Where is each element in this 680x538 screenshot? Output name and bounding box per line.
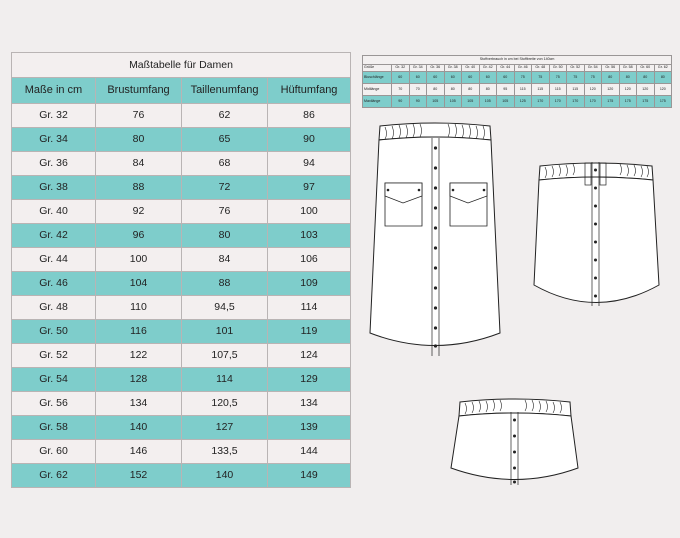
size-label: Gr. 44 <box>12 248 96 272</box>
fabric-size-header: Gr. 60 <box>637 65 655 72</box>
size-label: Gr. 56 <box>12 392 96 416</box>
size-row <box>12 200 351 224</box>
hip-value: 100 <box>268 200 351 224</box>
bust-value: 100 <box>96 248 182 272</box>
waist-value: 65 <box>182 128 268 152</box>
waist-value: 140 <box>182 464 268 488</box>
waist-value: 62 <box>182 104 268 128</box>
fabric-table-title: Stoffverbrauch in cm bei Stoffbreite von 140cm <box>363 56 672 65</box>
fabric-value: 75 <box>584 72 602 84</box>
waist-value: 101 <box>182 320 268 344</box>
hip-value: 94 <box>268 152 351 176</box>
hip-value: 109 <box>268 272 351 296</box>
fabric-value: 105 <box>497 96 515 108</box>
size-label: Gr. 58 <box>12 416 96 440</box>
bust-value: 146 <box>96 440 182 464</box>
header-bust: Brustumfang <box>96 78 182 104</box>
fabric-table <box>362 55 672 108</box>
fabric-value: 120 <box>584 84 602 96</box>
fabric-size-header: Gr. 56 <box>602 65 620 72</box>
hip-value: 134 <box>268 392 351 416</box>
fabric-value: 75 <box>549 72 567 84</box>
fabric-value: 75 <box>532 72 550 84</box>
size-row <box>12 392 351 416</box>
fabric-sizes-row <box>363 65 672 72</box>
waist-value: 133,5 <box>182 440 268 464</box>
fabric-value: 75 <box>567 72 585 84</box>
fabric-value: 70 <box>392 84 410 96</box>
size-label: Gr. 48 <box>12 296 96 320</box>
fabric-value: 170 <box>532 96 550 108</box>
fabric-value: 80 <box>654 72 672 84</box>
waist-value: 88 <box>182 272 268 296</box>
fabric-row-label: Midilänge <box>363 84 392 96</box>
fabric-size-header: Gr. 48 <box>532 65 550 72</box>
fabric-value: 80 <box>602 72 620 84</box>
fabric-value: 105 <box>444 96 462 108</box>
fabric-value: 75 <box>514 72 532 84</box>
midi-skirt-illustration <box>530 160 665 315</box>
bust-value: 80 <box>96 128 182 152</box>
bust-value: 140 <box>96 416 182 440</box>
fabric-value: 115 <box>567 84 585 96</box>
fabric-size-header: Gr. 36 <box>427 65 445 72</box>
size-label: Gr. 50 <box>12 320 96 344</box>
hip-value: 86 <box>268 104 351 128</box>
waist-value: 120,5 <box>182 392 268 416</box>
size-row <box>12 320 351 344</box>
bust-value: 76 <box>96 104 182 128</box>
size-label: Gr. 54 <box>12 368 96 392</box>
fabric-value: 120 <box>654 84 672 96</box>
fabric-row-label: Bluschlänge <box>363 72 392 84</box>
fabric-value: 80 <box>637 72 655 84</box>
fabric-value: 105 <box>427 96 445 108</box>
fabric-size-header: Gr. 40 <box>462 65 480 72</box>
bust-value: 104 <box>96 272 182 296</box>
fabric-value: 90 <box>409 96 427 108</box>
hip-value: 144 <box>268 440 351 464</box>
fabric-value: 120 <box>602 84 620 96</box>
bust-value: 128 <box>96 368 182 392</box>
bust-value: 92 <box>96 200 182 224</box>
fabric-size-header: Gr. 58 <box>619 65 637 72</box>
hip-value: 124 <box>268 344 351 368</box>
maxi-skirt-illustration <box>360 118 510 368</box>
fabric-value: 60 <box>392 72 410 84</box>
fabric-table-body <box>363 65 672 108</box>
hip-value: 149 <box>268 464 351 488</box>
size-label: Gr. 36 <box>12 152 96 176</box>
size-row <box>12 440 351 464</box>
fabric-value: 170 <box>567 96 585 108</box>
fabric-value: 80 <box>427 84 445 96</box>
header-measure: Maße in cm <box>12 78 96 104</box>
size-label: Gr. 46 <box>12 272 96 296</box>
fabric-value: 175 <box>654 96 672 108</box>
hip-value: 114 <box>268 296 351 320</box>
hip-value: 97 <box>268 176 351 200</box>
fabric-value: 105 <box>479 96 497 108</box>
fabric-value: 80 <box>479 84 497 96</box>
fabric-value: 70 <box>409 84 427 96</box>
size-label: Gr. 34 <box>12 128 96 152</box>
fabric-size-header: Gr. 54 <box>584 65 602 72</box>
size-row <box>12 152 351 176</box>
bust-value: 134 <box>96 392 182 416</box>
size-label: Gr. 52 <box>12 344 96 368</box>
fabric-size-header: Gr. 52 <box>567 65 585 72</box>
size-label: Gr. 42 <box>12 224 96 248</box>
fabric-size-header: Gr. 34 <box>409 65 427 72</box>
size-row <box>12 176 351 200</box>
fabric-size-header: Gr. 62 <box>654 65 672 72</box>
waist-value: 127 <box>182 416 268 440</box>
size-label: Gr. 40 <box>12 200 96 224</box>
bust-value: 110 <box>96 296 182 320</box>
fabric-size-header: Gr. 46 <box>514 65 532 72</box>
hip-value: 139 <box>268 416 351 440</box>
size-row <box>12 368 351 392</box>
waist-value: 80 <box>182 224 268 248</box>
waist-value: 84 <box>182 248 268 272</box>
fabric-value: 80 <box>462 84 480 96</box>
fabric-value: 175 <box>637 96 655 108</box>
fabric-size-header: Gr. 42 <box>479 65 497 72</box>
size-table <box>11 52 351 488</box>
bust-value: 84 <box>96 152 182 176</box>
waist-value: 94,5 <box>182 296 268 320</box>
bust-value: 116 <box>96 320 182 344</box>
fabric-size-header: Gr. 50 <box>549 65 567 72</box>
fabric-value: 175 <box>602 96 620 108</box>
bust-value: 88 <box>96 176 182 200</box>
header-waist: Taillenumfang <box>182 78 268 104</box>
fabric-value: 90 <box>392 96 410 108</box>
fabric-value: 170 <box>584 96 602 108</box>
size-table-title: Maßtabelle für Damen <box>12 53 351 78</box>
fabric-value: 120 <box>637 84 655 96</box>
size-label: Gr. 62 <box>12 464 96 488</box>
fabric-value: 115 <box>532 84 550 96</box>
fabric-value: 60 <box>427 72 445 84</box>
fabric-size-header: Gr. 44 <box>497 65 515 72</box>
fabric-size-header: Gr. 38 <box>444 65 462 72</box>
fabric-value: 125 <box>514 96 532 108</box>
size-row <box>12 272 351 296</box>
fabric-value: 115 <box>514 84 532 96</box>
short-body <box>451 413 578 480</box>
short-skirt-illustration <box>445 396 585 488</box>
size-row <box>12 104 351 128</box>
size-row <box>12 224 351 248</box>
bust-value: 152 <box>96 464 182 488</box>
fabric-value: 80 <box>619 72 637 84</box>
fabric-value: 95 <box>497 84 515 96</box>
waist-value: 76 <box>182 200 268 224</box>
waist-value: 68 <box>182 152 268 176</box>
midi-body <box>534 177 659 303</box>
hip-value: 106 <box>268 248 351 272</box>
size-row <box>12 344 351 368</box>
size-row <box>12 128 351 152</box>
size-row <box>12 296 351 320</box>
hip-value: 129 <box>268 368 351 392</box>
fabric-row-label: Maxilänge <box>363 96 392 108</box>
header-hip: Hüftumfang <box>268 78 351 104</box>
size-table-body <box>12 104 351 488</box>
hip-value: 90 <box>268 128 351 152</box>
fabric-value: 60 <box>409 72 427 84</box>
bust-value: 96 <box>96 224 182 248</box>
fabric-size-header: Gr. 32 <box>392 65 410 72</box>
fabric-value: 60 <box>444 72 462 84</box>
hip-value: 103 <box>268 224 351 248</box>
fabric-value: 170 <box>549 96 567 108</box>
hip-value: 119 <box>268 320 351 344</box>
size-row <box>12 248 351 272</box>
fabric-size-label: Größe <box>363 65 392 72</box>
size-label: Gr. 38 <box>12 176 96 200</box>
fabric-value: 105 <box>462 96 480 108</box>
fabric-value: 80 <box>444 84 462 96</box>
fabric-value: 60 <box>462 72 480 84</box>
fabric-value: 60 <box>479 72 497 84</box>
fabric-value: 120 <box>619 84 637 96</box>
fabric-value: 115 <box>549 84 567 96</box>
fabric-value: 175 <box>619 96 637 108</box>
fabric-row <box>363 84 672 96</box>
waist-value: 72 <box>182 176 268 200</box>
fabric-row <box>363 72 672 84</box>
size-row <box>12 464 351 488</box>
fabric-row <box>363 96 672 108</box>
waist-value: 114 <box>182 368 268 392</box>
fabric-value: 60 <box>497 72 515 84</box>
waist-value: 107,5 <box>182 344 268 368</box>
size-row <box>12 416 351 440</box>
bust-value: 122 <box>96 344 182 368</box>
size-label: Gr. 60 <box>12 440 96 464</box>
size-label: Gr. 32 <box>12 104 96 128</box>
